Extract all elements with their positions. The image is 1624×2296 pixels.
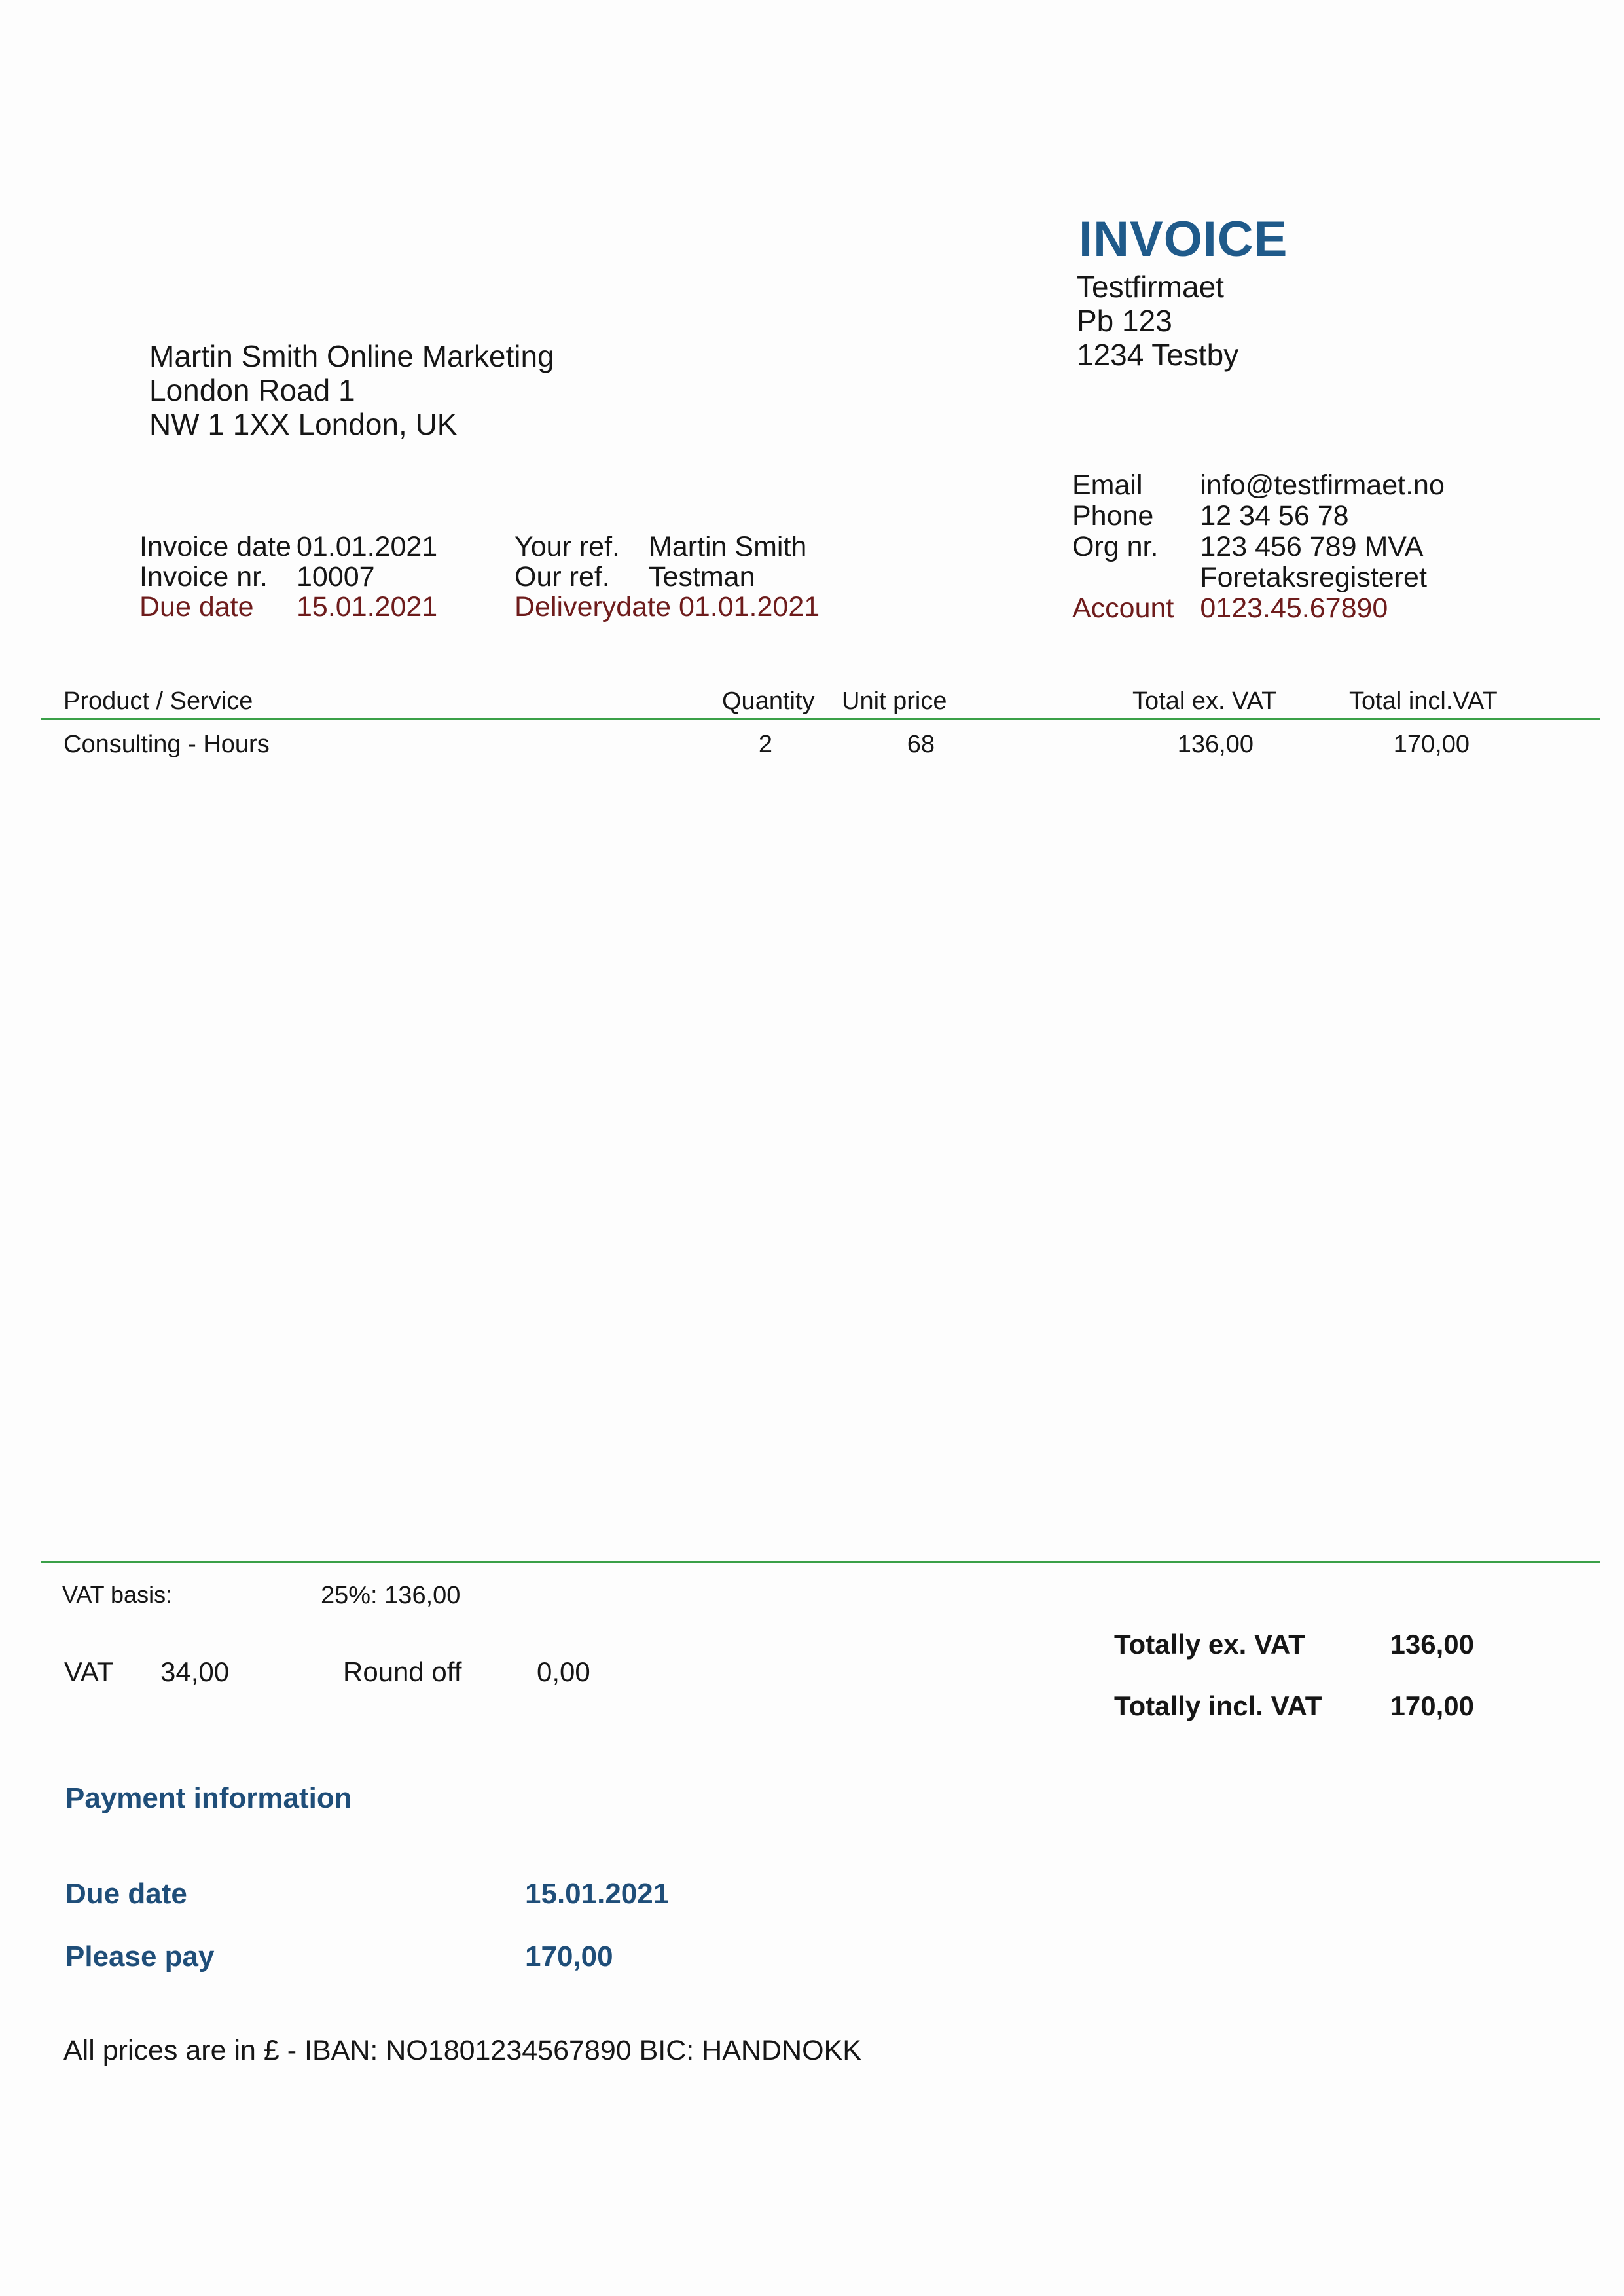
col-header-total-ex-vat: Total ex. VAT: [1132, 687, 1277, 715]
company-address: [1077, 270, 1238, 372]
total-ex-vat-value: 136,00: [1390, 1629, 1474, 1660]
due-date-label: Due date: [139, 591, 254, 623]
org-registry: Foretaksregisteret: [1200, 562, 1427, 593]
your-ref-value: Martin Smith: [649, 531, 807, 562]
please-pay-value: 170,00: [525, 1941, 613, 1973]
table-header-rule: [41, 718, 1600, 720]
recipient-street: London Road 1: [149, 373, 355, 407]
cell-total-incl-vat: 170,00: [1393, 731, 1470, 758]
col-header-product: Product / Service: [63, 687, 253, 715]
payment-due-date-value: 15.01.2021: [525, 1878, 670, 1910]
email-value: info@testfirmaet.no: [1200, 469, 1445, 501]
company-po-box: Pb 123: [1077, 304, 1172, 338]
total-ex-vat-label: Totally ex. VAT: [1114, 1629, 1305, 1660]
due-date-value: 15.01.2021: [297, 591, 438, 623]
phone-label: Phone: [1072, 500, 1154, 532]
cell-unit-price: 68: [907, 731, 935, 758]
col-header-unit-price: Unit price: [842, 687, 947, 715]
vat-label: VAT: [64, 1656, 114, 1687]
reference-meta: [514, 532, 820, 622]
payment-heading: Payment information: [65, 1782, 352, 1814]
account-value: 0123.45.67890: [1200, 592, 1388, 624]
total-incl-vat-label: Totally incl. VAT: [1114, 1690, 1322, 1721]
vat-value: 34,00: [160, 1656, 230, 1687]
delivery-date-label: Deliverydate: [514, 591, 671, 623]
company-city: 1234 Testby: [1077, 338, 1239, 372]
org-value: 123 456 789 MVA: [1200, 531, 1424, 562]
our-ref-value: Testman: [649, 561, 755, 592]
invoice-nr-value: 10007: [297, 561, 375, 592]
recipient-name: Martin Smith Online Marketing: [149, 339, 554, 373]
account-label: Account: [1072, 592, 1174, 624]
our-ref-label: Our ref.: [514, 561, 610, 592]
cell-total-ex-vat: 136,00: [1177, 731, 1254, 758]
phone-value: 12 34 56 78: [1200, 500, 1349, 532]
total-incl-vat-value: 170,00: [1390, 1690, 1474, 1721]
col-header-total-incl-vat: Total incl.VAT: [1349, 687, 1498, 715]
summary-rule: [41, 1561, 1600, 1563]
contact-info: [1072, 470, 1445, 624]
cell-product: Consulting - Hours: [63, 731, 270, 758]
recipient-address: [149, 339, 554, 441]
recipient-city: NW 1 1XX London, UK: [149, 407, 458, 441]
email-label: Email: [1072, 469, 1143, 501]
cell-quantity: 2: [758, 731, 772, 758]
your-ref-label: Your ref.: [514, 531, 620, 562]
round-off-label: Round off: [343, 1656, 462, 1687]
delivery-date-value: 01.01.2021: [678, 591, 820, 623]
org-label: Org nr.: [1072, 531, 1159, 562]
invoice-date-label: Invoice date: [139, 531, 291, 562]
company-name: Testfirmaet: [1077, 270, 1224, 304]
delivery-date: [514, 592, 820, 622]
payment-due-date-label: Due date: [65, 1878, 187, 1910]
invoice-meta: [139, 532, 437, 622]
footer-note: All prices are in £ - IBAN: NO1801234567890 BIC: HANDNOKK: [63, 2035, 861, 2066]
invoice-date-value: 01.01.2021: [297, 531, 438, 562]
vat-basis-label: VAT basis:: [62, 1581, 173, 1608]
col-header-quantity: Quantity: [722, 687, 815, 715]
invoice-nr-label: Invoice nr.: [139, 561, 268, 592]
please-pay-label: Please pay: [65, 1941, 215, 1973]
round-off-value: 0,00: [537, 1656, 590, 1687]
invoice-title: INVOICE: [1079, 211, 1288, 267]
vat-basis-value: 25%: 136,00: [321, 1582, 461, 1609]
